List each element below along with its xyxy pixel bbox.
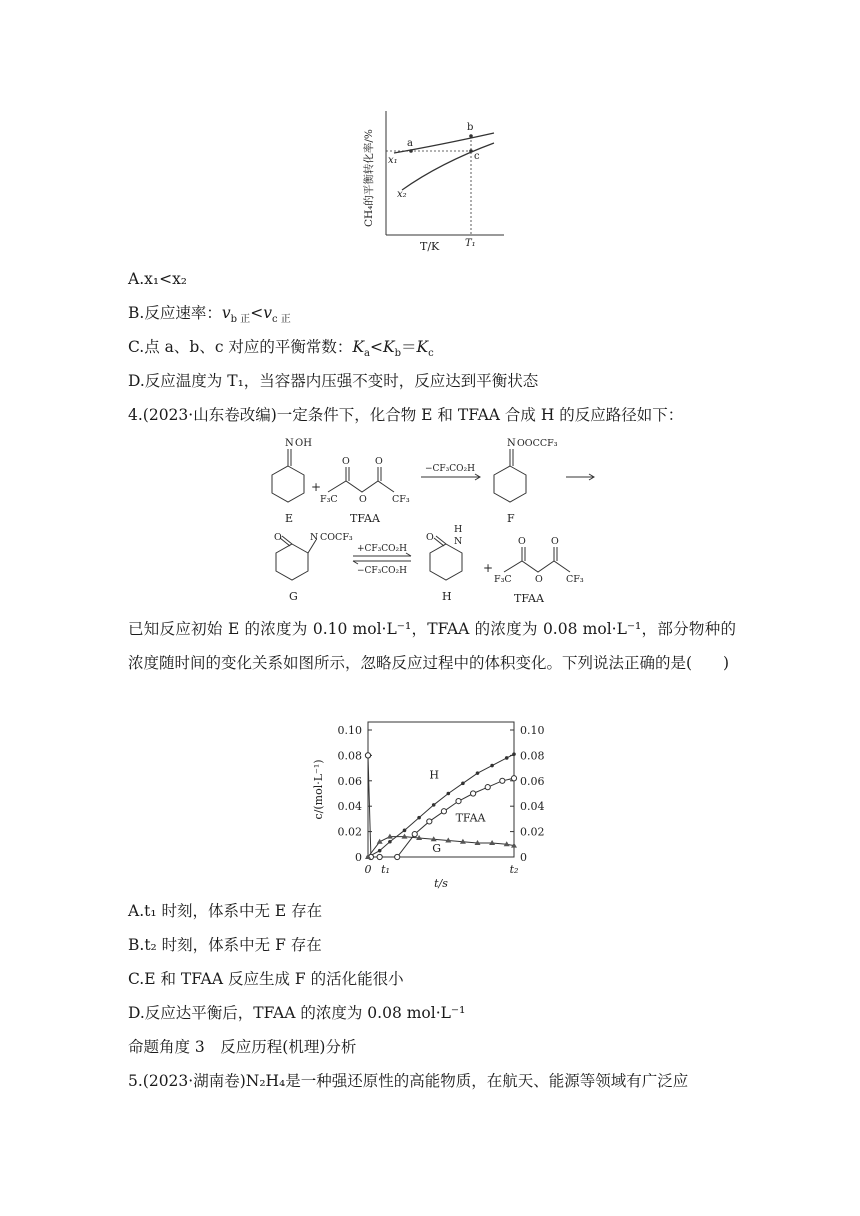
option-b: B.反应速率：$v_{b 正}<v_{c 正}$ <box>128 304 291 326</box>
point-g <box>402 834 408 839</box>
point-tfaa <box>377 854 382 859</box>
point-tfaa <box>500 778 505 783</box>
tfaa2-o2: O <box>535 574 543 585</box>
series-label-tfaa: TFAA <box>455 811 486 825</box>
y-tick-label-right: 0.06 <box>520 774 545 788</box>
label-tfaa: TFAA <box>350 512 380 525</box>
option-a: A.x₁<x₂ <box>128 270 188 288</box>
y-tick-label-left: 0.04 <box>337 800 362 814</box>
point-tfaa <box>427 819 432 824</box>
question-4-stem: 4.(2023·山东卷改编)一定条件下，化合物 E 和 TFAA 合成 H 的反应路径如下： <box>128 406 684 424</box>
conversion-figure <box>360 105 510 255</box>
point-tfaa <box>485 785 490 790</box>
point-h <box>447 792 451 796</box>
tfaa2-cf3: CF₃ <box>566 574 584 585</box>
point-a-label: a <box>407 138 413 149</box>
q4-option-a: A.t₁ 时刻，体系中无 E 存在 <box>128 902 323 920</box>
label-e: E <box>285 512 294 525</box>
tfaa-f3c: F₃C <box>320 494 338 505</box>
question-5-stem: 5.(2023·湖南卷)N₂H₄是一种强还原性的高能物质，在航天、能源等领域有广泛应 <box>128 1072 689 1090</box>
section-heading: 命题角度 3 反应历程(机理)分析 <box>128 1038 357 1056</box>
series-label-g: G <box>432 841 442 855</box>
tfaa2-o1: O <box>518 536 526 547</box>
point-tfaa <box>412 832 417 837</box>
arrow1-label: −CF₃CO₂H <box>425 464 476 474</box>
option-d: D.反应温度为 T₁，当容器内压强不变时，反应达到平衡状态 <box>128 372 539 390</box>
y-axis-label: c/(mol·L⁻¹) <box>312 759 325 820</box>
point-b-label: b <box>467 122 474 133</box>
question-4-paragraph: 已知反应初始 E 的浓度为 0.10 mol·L⁻¹，TFAA 的浓度为 0.08 mol·L⁻¹，部分物种的浓度随时间的变化关系如图所示，忽略反应过程中的体积变化。下列说法正确的是( ) <box>128 620 736 672</box>
point-h <box>512 752 516 756</box>
h-o-label: O <box>426 532 434 543</box>
x2-label: x₂ <box>397 189 407 200</box>
y-tick-label-right: 0.02 <box>520 825 545 839</box>
tfaa-o2: O <box>359 494 367 505</box>
x1-label: x₁ <box>388 155 398 166</box>
g-cocf3-label: COCF₃ <box>320 532 353 543</box>
point-tfaa <box>365 753 370 758</box>
q4-option-c: C.E 和 TFAA 反应生成 F 的活化能很小 <box>128 970 404 988</box>
label-tfaa-2: TFAA <box>514 592 544 605</box>
tfaa-o1: O <box>342 456 350 467</box>
point-h <box>476 771 480 775</box>
x-tick-label: t₁ <box>381 863 390 876</box>
point-c-label: c <box>474 151 480 162</box>
x-axis-label: T/K <box>420 240 440 253</box>
series-label-h: H <box>429 768 439 782</box>
f-ooccf3-label: OOCCF₃ <box>517 438 558 449</box>
point-tfaa <box>395 854 400 859</box>
y-tick-label-left: 0.02 <box>337 825 362 839</box>
tfaa2-f3c: F₃C <box>494 574 512 585</box>
point-h <box>417 816 421 820</box>
plus-2: + <box>483 561 494 575</box>
h-n-label: N <box>454 536 463 547</box>
lower-curve <box>402 143 494 190</box>
reaction-scheme <box>258 432 603 610</box>
g-n-label: N <box>310 532 319 543</box>
eq-bot-label: −CF₃CO₂H <box>357 566 408 576</box>
y-tick-label-right: 0.08 <box>520 749 545 763</box>
point-h <box>403 829 407 833</box>
option-c: C.点 a、b、c 对应的平衡常数：$K_a<K_b=K_c$ <box>128 338 434 360</box>
t1-label: T₁ <box>465 238 476 249</box>
y-tick-label-left: 0.06 <box>337 774 362 788</box>
point-g <box>387 834 393 839</box>
f-n-label: N <box>507 438 516 449</box>
point-tfaa <box>456 799 461 804</box>
point-tfaa <box>471 791 476 796</box>
e-n-label: N <box>285 438 294 449</box>
q4-option-d: D.反应达平衡后，TFAA 的浓度为 0.08 mol·L⁻¹ <box>128 1004 466 1022</box>
plus-1: + <box>311 480 322 494</box>
point-h <box>378 849 382 853</box>
y-tick-label-right: 0.10 <box>520 724 545 737</box>
x-tick-label: t₂ <box>509 863 519 876</box>
e-oh-label: OH <box>295 438 312 449</box>
y-tick-label-left: 0.08 <box>337 749 362 763</box>
y-tick-label-left: 0 <box>355 851 362 864</box>
tfaa-cf3: CF₃ <box>392 494 410 505</box>
h-h-label: H <box>454 524 463 535</box>
y-tick-label-left: 0.10 <box>337 724 362 737</box>
y-axis-label: CH₄的平衡转化率/% <box>363 129 375 227</box>
y-tick-label-right: 0.04 <box>520 800 545 814</box>
x-axis-label: t/s <box>434 877 448 890</box>
point-h <box>490 764 494 768</box>
label-g: G <box>289 590 298 603</box>
tfaa-o3: O <box>375 456 383 467</box>
point-h <box>388 840 392 844</box>
label-h: H <box>442 590 452 603</box>
point-tfaa <box>511 776 516 781</box>
point-h <box>432 803 436 807</box>
y-tick-label-right: 0 <box>520 851 527 864</box>
tfaa2-o3: O <box>551 536 559 547</box>
g-o-label: O <box>274 532 282 543</box>
point-h <box>461 782 465 786</box>
concentration-chart <box>300 712 560 892</box>
x-tick-label: 0 <box>364 863 372 876</box>
label-f: F <box>507 512 515 525</box>
point-tfaa <box>441 809 446 814</box>
eq-top-label: +CF₃CO₂H <box>357 544 408 554</box>
q4-option-b: B.t₂ 时刻，体系中无 F 存在 <box>128 936 322 954</box>
point-h <box>505 756 509 760</box>
